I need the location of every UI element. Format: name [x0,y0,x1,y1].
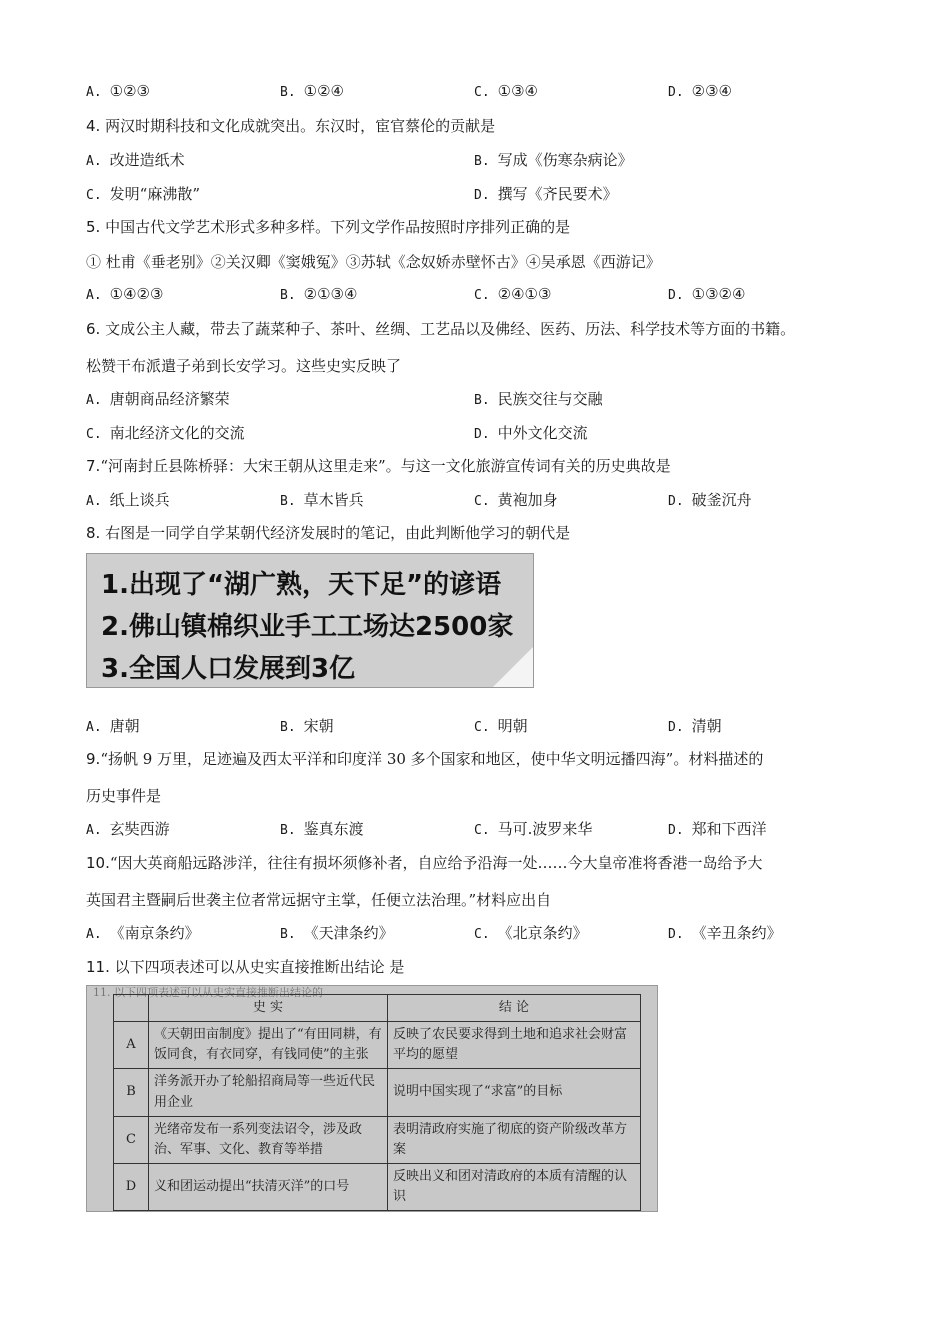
table-caption: 11. 以下四项表述可以从史实直接推断出结论的 [93,986,323,999]
note-line-2: 2.佛山镇棉织业手工工场达2500家 [101,612,514,642]
header-key [114,995,149,1022]
table-row [114,1116,641,1163]
q3-option-c: C. ①③④ [474,82,538,100]
q3-option-d: D. ②③④ [668,82,732,100]
table-row [114,1163,641,1210]
q5-option-d: D. ①③②④ [668,285,746,303]
row-fact: 义和团运动提出“扶清灭洋”的口号 [149,1163,388,1210]
note-folded-corner [493,647,533,687]
q4-option-c: C. 发明“麻沸散” [86,185,200,203]
q11-table [113,994,641,1211]
row-fact: 洋务派开办了轮船招商局等一些近代民用企业 [149,1069,388,1116]
q6-option-b: B. 民族交往与交融 [474,390,603,408]
q9-stem-line1: 9.“扬帆 9 万里，足迹遍及西太平洋和印度洋 30 多个国家和地区，使中华文明远播四海”。材料描述的 [86,750,764,768]
q6-option-c: C. 南北经济文化的交流 [86,424,245,442]
q5-stem: 5. 中国古代文学艺术形式多种多样。下列文学作品按照时序排列正确的是 [86,218,571,236]
table-row [114,1069,641,1116]
row-fact: 《天朝田亩制度》提出了“有田同耕，有饭同食，有衣同穿，有钱同使”的主张 [149,1022,388,1069]
q6-option-d: D. 中外文化交流 [474,424,588,442]
row-key: A [114,1022,149,1069]
q6-option-a: A. 唐朝商品经济繁荣 [86,390,230,408]
q9-option-c: C. 马可.波罗来华 [474,820,593,838]
q8-option-c: C. 明朝 [474,717,528,735]
header-fact: 史 实 [149,995,388,1022]
q8-option-d: D. 清朝 [668,717,722,735]
row-fact: 光绪帝发布一系列变法诏令，涉及政治、军事、文化、教育等举措 [149,1116,388,1163]
q11-table-image [86,985,658,1212]
q10-option-c: C. 《北京条约》 [474,924,588,942]
q5-option-c: C. ②④①③ [474,285,552,303]
row-conclusion: 反映了农民要求得到土地和追求社会财富平均的愿望 [388,1022,641,1069]
q5-option-a: A. ①④②③ [86,285,164,303]
row-key: B [114,1069,149,1116]
table-row [114,1022,641,1069]
row-key: C [114,1116,149,1163]
q6-stem-line2: 松赞干布派遣子弟到长安学习。这些史实反映了 [86,357,402,375]
q5-option-b: B. ②①③④ [280,285,358,303]
q8-option-a: A. 唐朝 [86,717,140,735]
q10-stem-line2: 英国君主暨嗣后世袭主位者常远据守主掌，任便立法治理。”材料应出自 [86,891,552,909]
note-line-1: 1.出现了“湖广熟，天下足”的谚语 [101,570,502,600]
row-key: D [114,1163,149,1210]
row-conclusion: 反映出义和团对清政府的本质有清醒的认识 [388,1163,641,1210]
q8-note-image [86,553,534,688]
q3-option-b: B. ①②④ [280,82,344,100]
table-header-row [114,995,641,1022]
q7-option-b: B. 草木皆兵 [280,491,364,509]
q10-option-d: D. 《辛丑条约》 [668,924,782,942]
q9-option-a: A. 玄奘西游 [86,820,170,838]
q8-option-b: B. 宋朝 [280,717,334,735]
q9-option-b: B. 鉴真东渡 [280,820,364,838]
q5-items: ① 杜甫《垂老别》②关汉卿《窦娥冤》③苏轼《念奴娇赤壁怀古》④吴承恩《西游记》 [86,253,661,271]
q4-option-d: D. 撰写《齐民要术》 [474,185,618,203]
q10-option-a: A. 《南京条约》 [86,924,200,942]
note-line-3: 3.全国人口发展到3亿 [101,654,356,684]
q10-stem-line1: 10.“因大英商船远路涉洋，往往有损坏须修补者，自应给予沿海一处……今大皇帝准将香港一岛给予大 [86,854,763,872]
q7-option-d: D. 破釜沉舟 [668,491,752,509]
q7-option-a: A. 纸上谈兵 [86,491,170,509]
q7-option-c: C. 黄袍加身 [474,491,558,509]
header-conclusion: 结 论 [388,995,641,1022]
q3-option-a: A. ①②③ [86,82,150,100]
q4-option-b: B. 写成《伤寒杂病论》 [474,151,633,169]
q7-stem: 7.“河南封丘县陈桥驿：大宋王朝从这里走来”。与这一文化旅游宣传词有关的历史典故是 [86,457,671,475]
q9-option-d: D. 郑和下西洋 [668,820,767,838]
q10-option-b: B. 《天津条约》 [280,924,394,942]
q8-stem: 8. 右图是一同学自学某朝代经济发展时的笔记，由此判断他学习的朝代是 [86,524,571,542]
q4-stem: 4. 两汉时期科技和文化成就突出。东汉时，宦官蔡伦的贡献是 [86,117,496,135]
row-conclusion: 说明中国实现了“求富”的目标 [388,1069,641,1116]
row-conclusion: 表明清政府实施了彻底的资产阶级改革方案 [388,1116,641,1163]
q6-stem-line1: 6. 文成公主人藏，带去了蔬菜种子、茶叶、丝绸、工艺品以及佛经、医药、历法、科学技术等方面的书籍。 [86,320,796,338]
q9-stem-line2: 历史事件是 [86,787,162,805]
q4-option-a: A. 改进造纸术 [86,151,185,169]
q11-stem: 11. 以下四项表述可以从史实直接推断出结论 是 [86,958,405,976]
